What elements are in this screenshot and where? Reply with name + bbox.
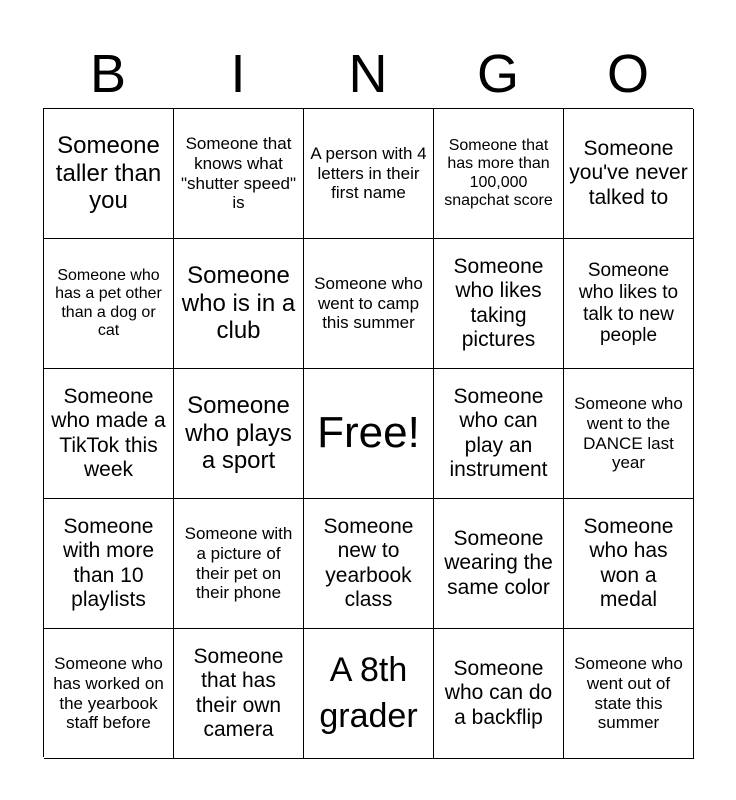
- bingo-cell[interactable]: Someone who went to the DANCE last year: [564, 369, 694, 499]
- bingo-cell[interactable]: Someone you've never talked to: [564, 109, 694, 239]
- bingo-cell[interactable]: Someone who can play an instrument: [434, 369, 564, 499]
- bingo-cell[interactable]: Someone who has worked on the yearbook staff before: [44, 629, 174, 759]
- header-letter-o: O: [606, 44, 649, 104]
- bingo-header: [43, 40, 693, 108]
- bingo-cell[interactable]: Someone who plays a sport: [174, 369, 304, 499]
- bingo-cell[interactable]: Someone that has more than 100,000 snapchat score: [434, 109, 564, 239]
- bingo-cell[interactable]: Someone who is in a club: [174, 239, 304, 369]
- bingo-cell[interactable]: Someone who went out of state this summer: [564, 629, 694, 759]
- bingo-cell[interactable]: Someone with more than 10 playlists: [44, 499, 174, 629]
- bingo-cell[interactable]: A person with 4 letters in their first name: [304, 109, 434, 239]
- header-letter-b: B: [89, 44, 127, 104]
- bingo-cell[interactable]: A 8th grader: [304, 629, 434, 759]
- bingo-cell[interactable]: Someone who has a pet other than a dog or cat: [44, 239, 174, 369]
- free-space-cell[interactable]: Free!: [304, 369, 434, 499]
- bingo-cell[interactable]: Someone who made a TikTok this week: [44, 369, 174, 499]
- bingo-cell[interactable]: Someone with a picture of their pet on their phone: [174, 499, 304, 629]
- bingo-cell[interactable]: Someone that has their own camera: [174, 629, 304, 759]
- bingo-cell[interactable]: Someone that knows what "shutter speed" is: [174, 109, 304, 239]
- bingo-cell[interactable]: Someone who has won a medal: [564, 499, 694, 629]
- bingo-cell[interactable]: Someone new to yearbook class: [304, 499, 434, 629]
- bingo-cell[interactable]: Someone who likes taking pictures: [434, 239, 564, 369]
- bingo-cell[interactable]: Someone who went to camp this summer: [304, 239, 434, 369]
- bingo-cell[interactable]: Someone who likes to talk to new people: [564, 239, 694, 369]
- header-letter-i: I: [230, 44, 246, 104]
- header-letter-n: N: [348, 44, 388, 104]
- bingo-board: [43, 108, 693, 757]
- bingo-cell[interactable]: Someone taller than you: [44, 109, 174, 239]
- bingo-cell[interactable]: Someone who can do a backflip: [434, 629, 564, 759]
- header-letter-g: G: [476, 44, 519, 104]
- bingo-cell[interactable]: Someone wearing the same color: [434, 499, 564, 629]
